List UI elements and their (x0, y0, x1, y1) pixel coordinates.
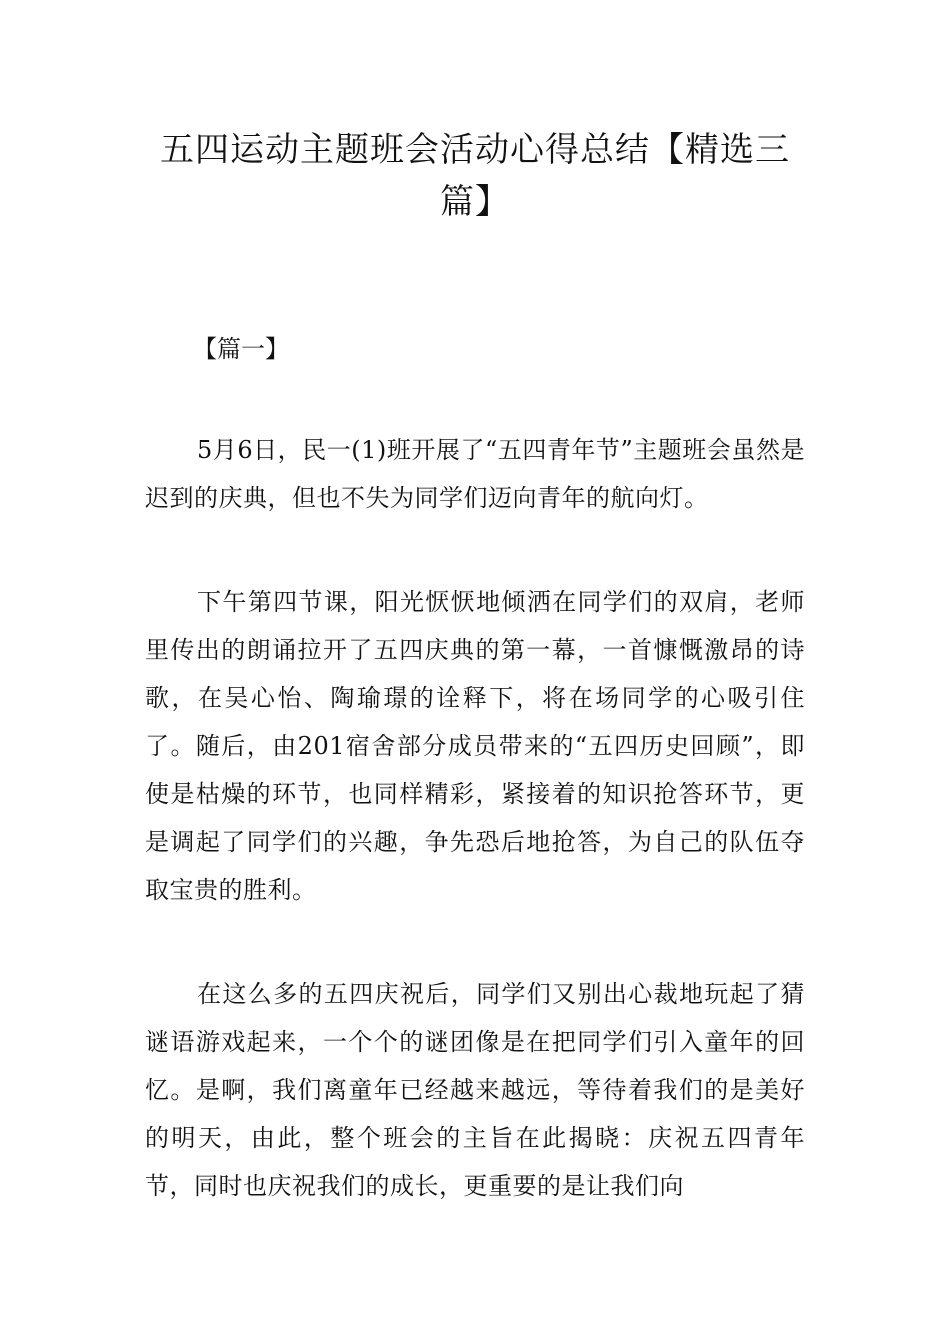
paragraph-1: 5月6日，民一(1)班开展了“五四青年节”主题班会虽然是迟到的庆典，但也不失为同学们迈向青年的航向灯。 (145, 436, 805, 512)
section-heading: 【篇一】 (193, 335, 289, 363)
paragraph-3: 在这么多的五四庆祝后，同学们又别出心裁地玩起了猜谜语游戏起来，一个个的谜团像是在把同学们引入童年的回忆。是啊，我们离童年已经越来越远，等待着我们的是美好的明天，由此，整个班会的主旨在此揭晓：庆祝五四青年节，同时也庆祝我们的成长，更重要的是让我们向 (145, 980, 805, 1200)
paragraph-2: 下午第四节课，阳光恹恹地倾洒在同学们的双肩，老师里传出的朗诵拉开了五四庆典的第一幕，一首慷慨激昂的诗歌，在吴心怡、陶瑜璟的诠释下，将在场同学的心吸引住了。随后，由201宿舍部分成员带来的“五四历史回顾”，即使是枯燥的环节，也同样精彩，紧接着的知识抢答环节，更是调起了同学们的兴趣，争先恐后地抢答，为自己的队伍夺取宝贵的胜利。 (145, 588, 805, 904)
document-title: 五四运动主题班会活动心得总结【精选三篇】 (160, 130, 790, 222)
